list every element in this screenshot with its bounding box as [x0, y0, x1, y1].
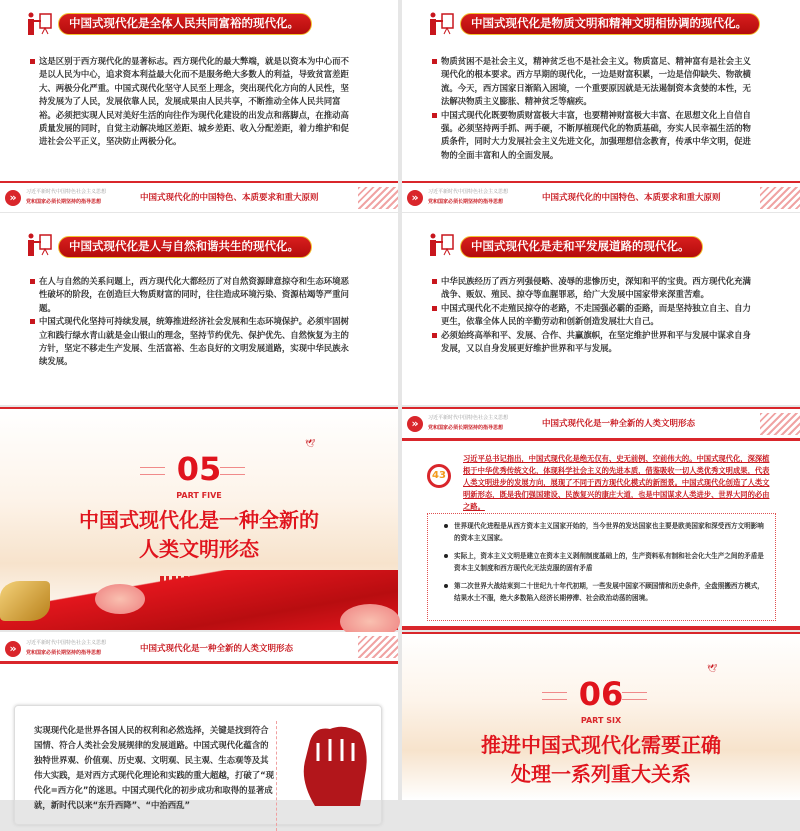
- slide-title: 中国式现代化是人与自然和谐共生的现代化。: [58, 236, 312, 258]
- ribbon-decoration: [760, 187, 800, 209]
- bullet-dot: [444, 524, 448, 528]
- teacher-icon: [429, 233, 455, 257]
- slide-material-spiritual[interactable]: [402, 0, 800, 212]
- bullet-list: [30, 275, 355, 369]
- bullet: 中国式现代化不走殖民掠夺的老路，不走国强必霸的歪路，而是坚持独立自主、自力更生，依靠全体人民的辛勤劳动和创新创造发展壮大自己。: [432, 302, 757, 329]
- header-title: 中国式现代化是一种全新的人类文明形态: [140, 644, 294, 654]
- footer-subtitle: 习近平新时代中国特色社会主义思想 党和国家必须长期坚持的指导思想: [428, 189, 509, 205]
- bullet-dot: [444, 584, 448, 588]
- peony-decoration: [95, 584, 145, 614]
- section-part-label: PART SIX: [580, 716, 622, 725]
- bullet: 物质贫困不是社会主义，精神贫乏也不是社会主义。物质富足、精神富有是社会主义现代化的根本要求。西方早期的现代化，一边是财富积累，一边是信仰缺失、物欲横流。今天，西方国家日渐陷入困境，一个重要原因就是无法遏制资本贪婪的本性，无法解决物质主义膨胀、精神贫乏等痼疾。: [432, 55, 757, 109]
- bottom-bar: [402, 626, 800, 630]
- footer-title: 中国式现代化的中国特色、本质要求和重大原则: [542, 193, 721, 203]
- slide-title: 中国式现代化是走和平发展道路的现代化。: [460, 236, 703, 258]
- box-text: 实现现代化是世界各国人民的权利和必然选择，关键是找到符合国情、符合人类社会发展规律的发展道路。中国式现代化蕴含的独特世界观、价值观、历史观、文明观、民主观、生态观等及其伟大实践，是对西方式现代化理论和实践的重大超越，打破了“现代化=西方化”的迷思。中国式现代化的初步成功和取得的显著成就，新时代以来“东升西降”、“中治西乱”: [34, 725, 275, 810]
- section-slide-06[interactable]: [402, 632, 800, 800]
- birds-icon: 🕊: [305, 439, 316, 448]
- footer-title: 中国式现代化的中国特色、本质要求和重大原则: [140, 193, 319, 203]
- bullet: 中国式现代化坚持可持续发展，统筹推进经济社会发展和生态环境保护。必须牢固树立和践行绿水青山就是金山银山的理念，坚持节约优先、保护优先、自然恢复为主的方针，坚定不移走生产发展、生活富裕、生态良好的文明发展道路，实现中华民族永续发展。: [30, 315, 355, 369]
- section-number: 06: [578, 675, 624, 713]
- logo-arrow-icon: »: [5, 190, 21, 206]
- header-subtitle: 习近平新时代中国特色社会主义思想 党和国家必须长期坚持的指导思想: [428, 415, 509, 431]
- section-slide-05[interactable]: [0, 407, 398, 630]
- ribbon-decoration: [358, 187, 398, 209]
- point: 世界现代化进程是从西方资本主义国家开始的，当今世界的发达国家也主要是欧美国家和深受西方文明影响的资本主义国家。: [454, 522, 764, 542]
- slide-harmony-nature[interactable]: [0, 213, 398, 405]
- slide-header: [402, 409, 800, 441]
- dashed-divider: [276, 721, 277, 831]
- bullet: 中华民族经历了西方列强侵略、凌辱的悲惨历史，深知和平的宝贵。西方现代化充满战争、贩奴、殖民、掠夺等血腥罪恶，给广大发展中国家带来深重苦难。: [432, 275, 757, 302]
- point: 实际上，资本主义文明是建立在资本主义剥削制度基础上的，生产资料私有制和社会化大生产之间的矛盾是资本主义制度和西方现代化无法克服的固有矛盾: [454, 552, 764, 572]
- bullet: 在人与自然的关系问题上，西方现代化大都经历了对自然资源肆意掠夺和生态环境恶性破坏的阶段，在创造巨大物质财富的同时，往往造成环境污染、资源枯竭等严重问题。: [30, 275, 355, 315]
- bullet: 这是区别于西方现代化的显著标志。西方现代化的最大弊端，就是以资本为中心而不是以人民为中心，追求资本利益最大化而不是服务绝大多数人的利益，导致贫富差距大、两极分化严重。中国式现代化坚守人民至上理念，突出现代化方向的人民性，坚持发展为了人民，发展依靠人民，发展成果由人民共享，不断推动全体人民共同富裕。必须把实现人民对美好生活的向往作为现代化建设的出发点和落脚点，在推动高质量发展的同时，自觉主动解决地区差距、城乡差距、收入分配差距，着力维护和促进社会公平正义，坚决防止两极分化。: [30, 55, 355, 149]
- red-ribbon-decoration: [0, 570, 398, 630]
- bullet: 中国式现代化既要物质财富极大丰富，也要精神财富极大丰富、在思想文化上自信自强。必须坚持两手抓、两手硬，不断厚植现代化的物质基础，夯实人民幸福生活的物质条件，同时大力发展社会主义先进文化，加强理想信念教育，传承中华文明，促进物的全面丰富和人的全面发展。: [432, 109, 757, 163]
- birds-icon: 🕊: [707, 664, 718, 673]
- point: 第二次世界大战结束到二十世纪九十年代初期，一些发展中国家不顾国情和历史条件，全盘照搬西方模式，结果水土不服，绝大多数陷入经济长期停滞、社会政治动荡的困境。: [454, 582, 764, 602]
- section-title: 推进中国式现代化需要正确 处理一系列重大关系: [481, 733, 721, 786]
- fist-icon: [290, 721, 375, 806]
- number-badge: 43: [427, 464, 451, 488]
- slide-title: 中国式现代化是全体人民共同富裕的现代化。: [58, 13, 312, 35]
- teacher-icon: [429, 12, 455, 36]
- logo-arrow-icon: »: [5, 641, 21, 657]
- slide-common-prosperity[interactable]: [0, 0, 398, 212]
- quote-text: 习近平总书记指出，中国式现代化是绝无仅有、史无前例、空前伟大的。中国式现代化，深深植根于中华优秀传统文化，体现科学社会主义的先进本质，借鉴吸收一切人类优秀文明成果，代表人类文明进步的发展方向，展现了不同于西方现代化模式的新图景。中国式现代化创造了人类文明新形态，既是我们强国建设、民族复兴的康庄大道，也是中国谋求人类进步、世界大同的必由之路。: [463, 454, 770, 511]
- trumpet-decoration: [0, 581, 50, 621]
- slide-header: [0, 632, 398, 664]
- ribbon-decoration: [358, 636, 398, 658]
- section-title: 中国式现代化是一种全新的 人类文明形态: [79, 508, 319, 561]
- bullet: 必须始终高举和平、发展、合作、共赢旗帜，在坚定维护世界和平与发展中谋求自身发展，又以自身发展更好维护世界和平与发展。: [432, 329, 757, 356]
- slide-footer: [402, 181, 800, 211]
- teacher-icon: [27, 233, 53, 257]
- header-subtitle: 习近平新时代中国特色社会主义思想 党和国家必须长期坚持的指导思想: [26, 640, 107, 656]
- teacher-icon: [27, 12, 53, 36]
- logo-arrow-icon: »: [407, 416, 423, 432]
- slide-peaceful-development[interactable]: [402, 213, 800, 405]
- points-box: [427, 513, 776, 621]
- bullet-list: [432, 275, 757, 355]
- slide-new-civilization-quote[interactable]: [402, 407, 800, 630]
- footer-subtitle: 习近平新时代中国特色社会主义思想 党和国家必须长期坚持的指导思想: [26, 189, 107, 205]
- section-number: 05: [176, 450, 222, 488]
- header-title: 中国式现代化是一种全新的人类文明形态: [542, 419, 696, 429]
- slide-new-civilization-box[interactable]: [0, 632, 398, 810]
- ribbon-decoration: [760, 413, 800, 435]
- slide-title: 中国式现代化是物质文明和精神文明相协调的现代化。: [460, 13, 760, 35]
- bullet-list: [30, 55, 355, 149]
- slide-footer: [0, 181, 398, 211]
- content-box: [14, 705, 382, 825]
- logo-arrow-icon: »: [407, 190, 423, 206]
- bullet-list: [432, 55, 757, 162]
- section-part-label: PART FIVE: [176, 491, 222, 500]
- bullet-dot: [444, 554, 448, 558]
